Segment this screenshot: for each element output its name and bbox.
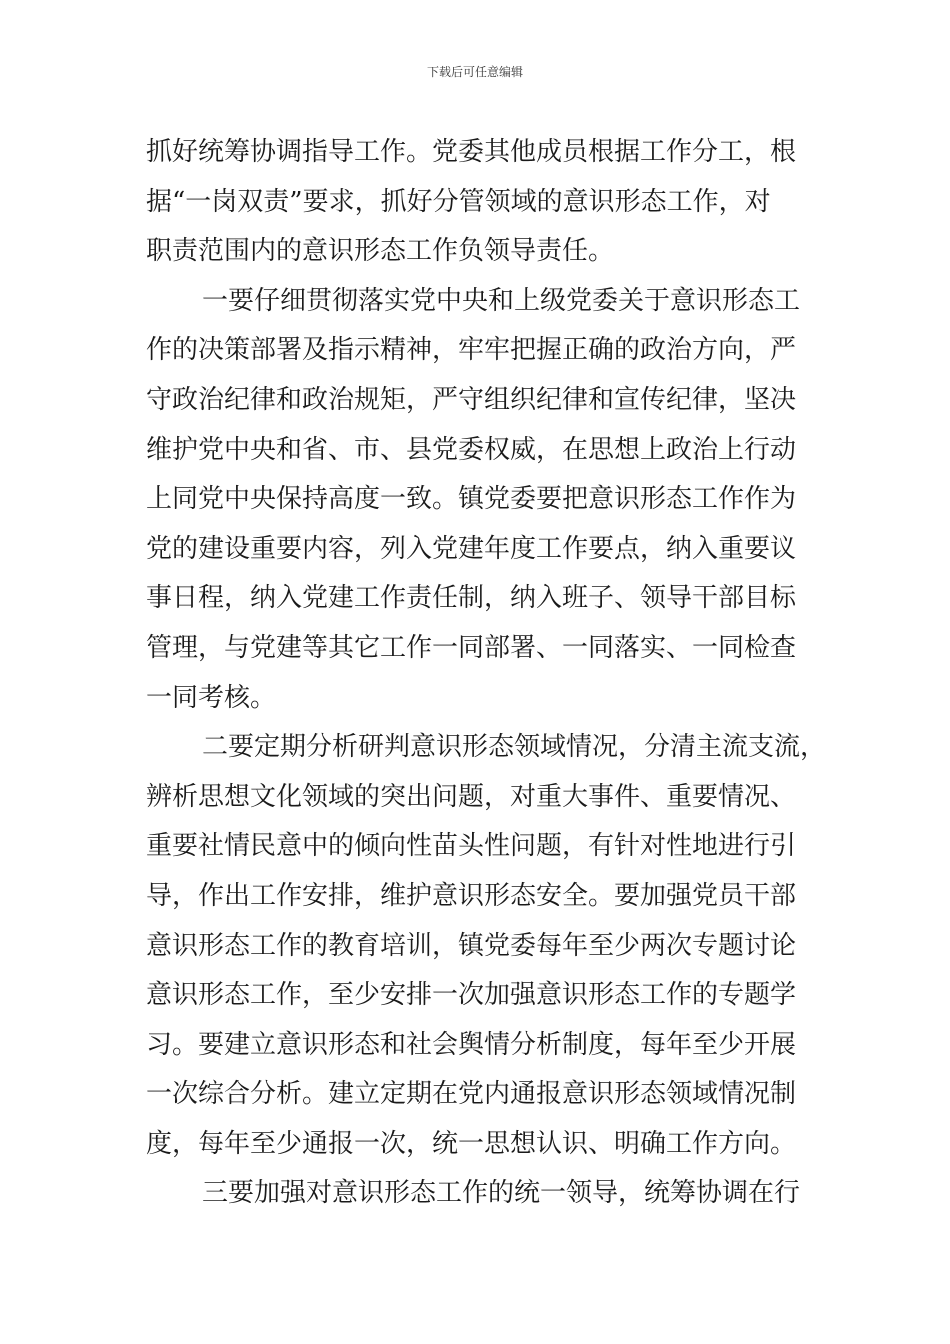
- text-line: 一要仔细贯彻落实党中央和上级党委关于意识形态工: [202, 285, 801, 316]
- text-line: 一次综合分析。建立定期在党内通报意识形态领域情况制: [146, 1079, 797, 1110]
- text-line: 导，作出工作安排，维护意识形态安全。要加强党员干部: [146, 880, 797, 911]
- text-line: 维护党中央和省、市、县党委权威，在思想上政治上行动: [146, 434, 797, 465]
- text-line: 二要定期分析研判意识形态领域情况，分清主流支流，: [202, 732, 827, 763]
- paragraph: [146, 1169, 818, 1219]
- text-line: 抓好统筹协调指导工作。党委其他成员根据工作分工，根: [146, 137, 797, 167]
- text-line: 重要社情民意中的倾向性苗头性问题，有针对性地进行引: [146, 831, 797, 862]
- paragraph: [146, 277, 818, 723]
- text-line: 事日程，纳入党建工作责任制，纳入班子、领导干部目标: [146, 583, 797, 614]
- text-line: 据“一岗双责”要求，抓好分管领域的意识形态工作，对: [146, 186, 771, 217]
- text-line: 党的建设重要内容，列入党建年度工作要点，纳入重要议: [146, 533, 797, 564]
- text-line: 守政治纪律和政治规矩，严守组织纪律和宣传纪律，坚决: [146, 384, 797, 415]
- text-line: 管理，与党建等其它工作一同部署、一同落实、一同检查: [146, 632, 797, 663]
- text-line: 职责范围内的意识形态工作负领导责任。: [146, 236, 615, 267]
- paragraph: [146, 723, 827, 1169]
- text-line: 习。要建立意识形态和社会舆情分析制度，每年至少开展: [146, 1029, 797, 1060]
- text-line: 意识形态工作的教育培训，镇党委每年至少两次专题讨论: [146, 930, 797, 961]
- text-line: 辨析思想文化领域的突出问题，对重大事件、重要情况、: [146, 781, 797, 812]
- text-line: 作的决策部署及指示精神，牢牢把握正确的政治方向，严: [146, 335, 797, 366]
- paragraph: [146, 128, 818, 277]
- text-line: 度，每年至少通报一次，统一思想认识、明确工作方向。: [146, 1128, 797, 1159]
- text-line: 上同党中央保持高度一致。镇党委要把意识形态工作作为: [146, 484, 797, 515]
- page-header: 下载后可任意编辑: [426, 65, 523, 79]
- text-line: 意识形态工作，至少安排一次加强意识形态工作的专题学: [146, 980, 797, 1011]
- text-line: 三要加强对意识形态工作的统一领导，统筹协调在行: [202, 1178, 801, 1209]
- document-body: [146, 128, 827, 1219]
- text-line: 一同考核。: [146, 682, 277, 713]
